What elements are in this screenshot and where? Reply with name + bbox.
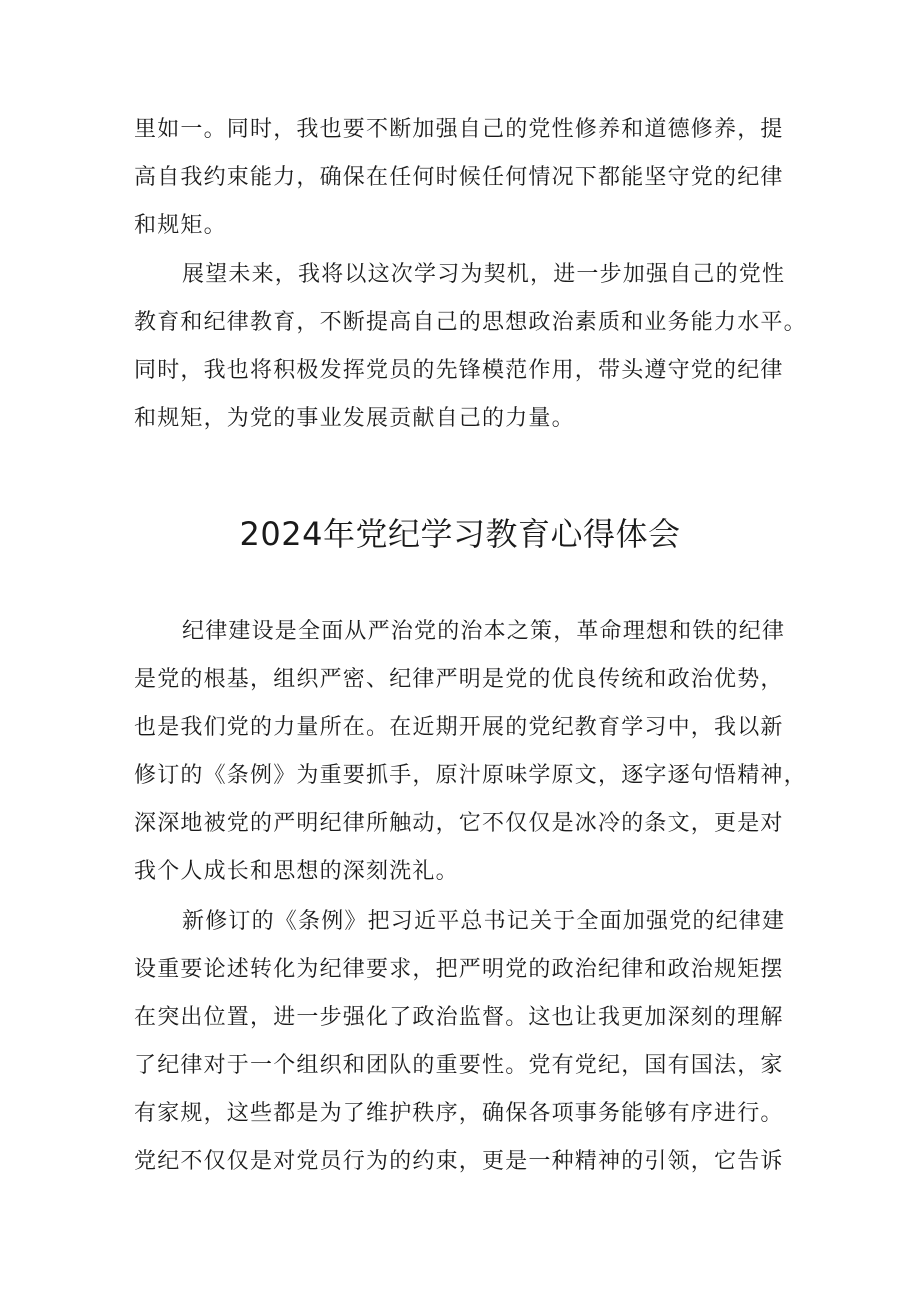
text-line: 和规矩，为党的事业发展贡献自己的力量。 <box>134 406 575 431</box>
continuation-paragraph-2 <box>134 251 807 443</box>
article-paragraph-2 <box>134 898 794 1186</box>
text-line: 了纪律对于一个组织和团队的重要性。党有党纪，国有国法，家 <box>134 1053 784 1078</box>
text-line: 高自我约束能力，确保在任何时候任何情况下都能坚守党的纪律 <box>134 165 784 190</box>
text-line: 纪律建设是全面从严治党的治本之策，革命理想和铁的纪律 <box>182 619 786 644</box>
text-line: 在突出位置，进一步强化了政治监督。这也让我更加深刻的理解 <box>134 1005 784 1030</box>
text-line: 党纪不仅仅是对党员行为的约束，更是一种精神的引领，它告诉 <box>134 1149 784 1174</box>
text-line: 和规矩。 <box>134 213 227 238</box>
continuation-paragraph-1 <box>134 106 794 250</box>
text-line: 是党的根基，组织严密、纪律严明是党的优良传统和政治优势， <box>134 667 784 692</box>
text-line: 设重要论述转化为纪律要求，把严明党的政治纪律和政治规矩摆 <box>134 957 784 982</box>
text-line: 我个人成长和思想的深刻洗礼。 <box>134 859 459 884</box>
text-line: 展望未来，我将以这次学习为契机，进一步加强自己的党性 <box>182 262 786 287</box>
text-line: 修订的《条例》为重要抓手，原汁原味学原文，逐字逐句悟精神， <box>134 763 807 788</box>
text-line: 深深地被党的严明纪律所触动，它不仅仅是冰冷的条文，更是对 <box>134 811 784 836</box>
text-line: 里如一。同时，我也要不断加强自己的党性修养和道德修养，提 <box>134 117 784 142</box>
text-line: 有家规，这些都是为了维护秩序，确保各项事务能够有序进行。 <box>134 1101 784 1126</box>
article-title: 2024年党纪学习教育心得体会 <box>239 515 681 553</box>
article-paragraph-1 <box>134 608 807 896</box>
text-line: 同时，我也将积极发挥党员的先锋模范作用，带头遵守党的纪律 <box>134 358 784 383</box>
text-line: 教育和纪律教育，不断提高自己的思想政治素质和业务能力水平。 <box>134 310 807 335</box>
text-line: 也是我们党的力量所在。在近期开展的党纪教育学习中，我以新 <box>134 715 784 740</box>
text-line: 新修订的《条例》把习近平总书记关于全面加强党的纪律建 <box>182 909 786 934</box>
